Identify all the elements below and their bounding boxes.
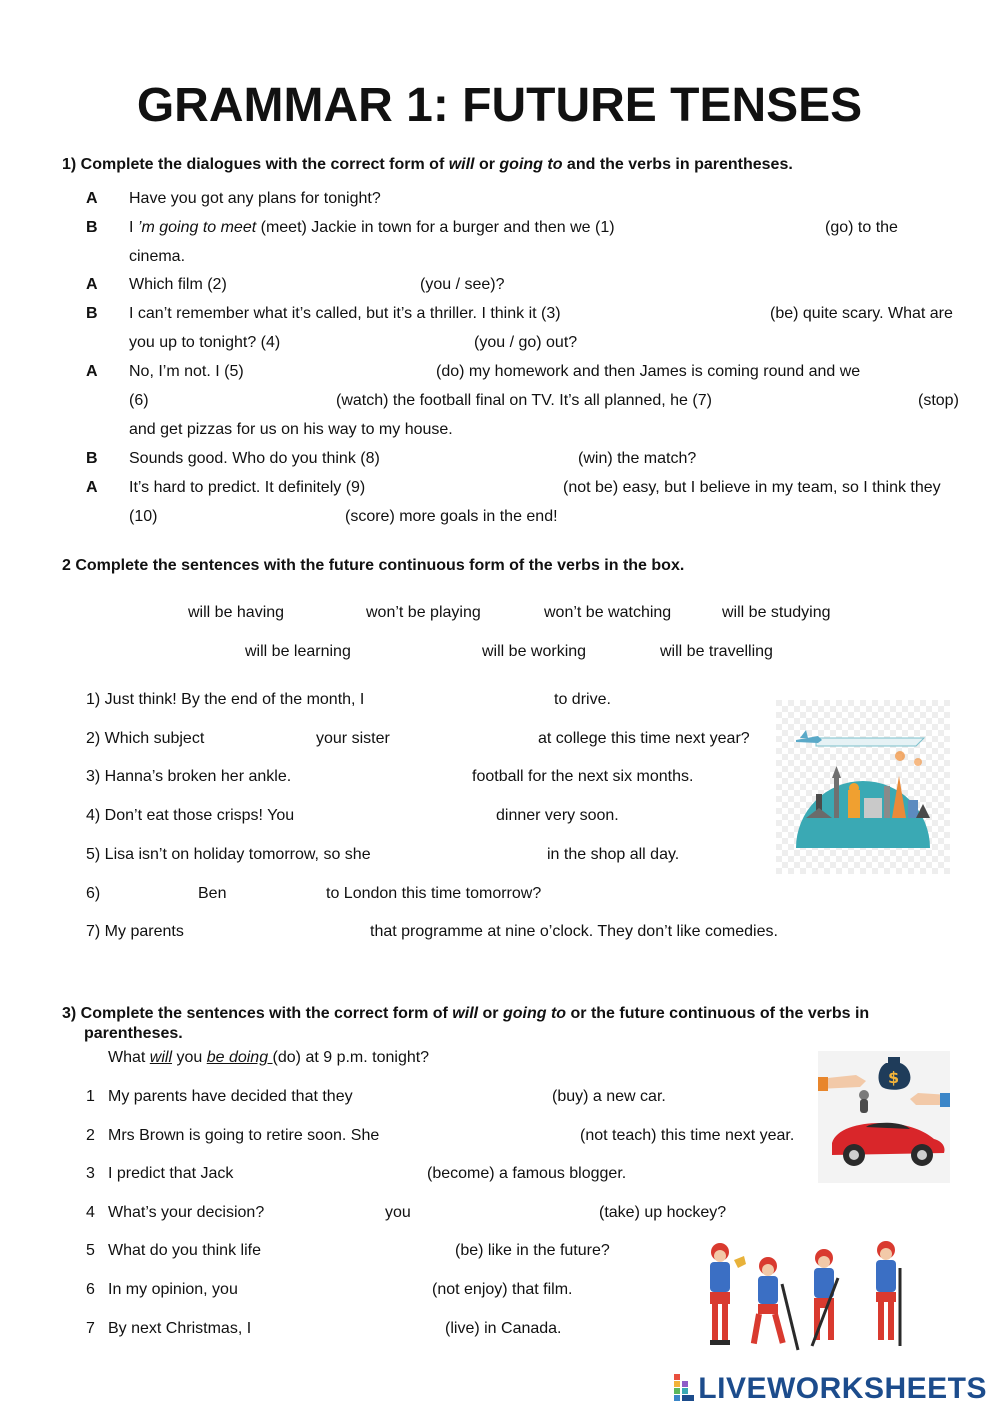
sentence: Mrs Brown is going to retire soon. She xyxy=(108,1127,380,1144)
word-box-item: will be travelling xyxy=(660,643,773,660)
section-3-heading: 3) Complete the sentences with the correct form of will or going to or the future continuous of the verbs in xyxy=(62,1005,870,1022)
logo-text: LIVEWORKSHEETS xyxy=(698,1372,987,1405)
dialogue-line: (win) the match? xyxy=(578,450,697,467)
answer-input-2[interactable] xyxy=(236,275,418,295)
s3-input-3[interactable] xyxy=(244,1164,424,1184)
speaker-label: A xyxy=(86,363,98,380)
answer-input-5[interactable] xyxy=(254,362,434,382)
s3-input-6[interactable] xyxy=(248,1280,428,1300)
dialogue-line: (watch) the football final on TV. It’s all planned, he (7) xyxy=(336,392,712,409)
item-number: 6 xyxy=(86,1281,95,1298)
s3-input-1[interactable] xyxy=(368,1087,548,1107)
answer-input-3[interactable] xyxy=(588,304,768,324)
sentence: (live) in Canada. xyxy=(445,1320,562,1337)
dialogue-line: (be) quite scary. What are xyxy=(770,305,953,322)
dialogue-line: (10) xyxy=(129,508,158,525)
s2-input-2b[interactable] xyxy=(396,729,536,749)
word-box-item: will be working xyxy=(482,643,587,660)
word-box-item: will be having xyxy=(188,604,285,621)
s3-input-7[interactable] xyxy=(262,1319,442,1339)
svg-text:$: $ xyxy=(888,1068,900,1087)
hockey-players-image xyxy=(702,1238,910,1358)
dialogue-line: (score) more goals in the end! xyxy=(345,508,558,525)
dialogue-line: (go) to the xyxy=(825,219,898,236)
answer-input-7[interactable] xyxy=(736,391,916,411)
dialogue-line: (you / go) out? xyxy=(474,334,578,351)
s2-input-4[interactable] xyxy=(308,806,494,826)
sentence: By next Christmas, I xyxy=(108,1320,252,1337)
sentence: 5) Lisa isn’t on holiday tomorrow, so she xyxy=(86,846,371,863)
sentence: dinner very soon. xyxy=(496,807,619,824)
speaker-label: A xyxy=(86,479,98,496)
sentence: at college this time next year? xyxy=(538,730,750,747)
item-number: 5 xyxy=(86,1242,95,1259)
example-sentence: What will you be doing (do) at 9 p.m. tonight? xyxy=(108,1049,430,1066)
answer-input-8[interactable] xyxy=(396,449,576,469)
s3-input-4a[interactable] xyxy=(276,1203,382,1223)
sentence: to London this time tomorrow? xyxy=(326,885,542,902)
s2-input-2a[interactable] xyxy=(212,729,314,749)
s2-input-6b[interactable] xyxy=(232,884,324,904)
section-1-heading: 1) Complete the dialogues with the correct form of will or going to and the verbs in parentheses. xyxy=(62,156,793,173)
dialogue-line: you up to tonight? (4) xyxy=(129,334,281,351)
liveworksheets-logo xyxy=(674,1372,987,1406)
answer-input-9[interactable] xyxy=(382,478,562,498)
dialogue-line: Have you got any plans for tonight? xyxy=(129,190,381,207)
dialogue-line: No, I’m not. I (5) xyxy=(129,363,244,380)
page-title: GRAMMAR 1: FUTURE TENSES xyxy=(136,79,863,132)
sentence: (buy) a new car. xyxy=(552,1088,666,1105)
liveworksheets-mark-icon xyxy=(674,1374,696,1402)
speaker-label: B xyxy=(86,450,98,467)
item-number: 2 xyxy=(86,1127,95,1144)
sentence: (be) like in the future? xyxy=(455,1242,610,1259)
section-3-heading-cont: parentheses. xyxy=(84,1025,183,1042)
item-number: 3 xyxy=(86,1165,95,1182)
sentence: 7) My parents xyxy=(86,923,184,940)
word-box-item: won’t be playing xyxy=(366,604,481,621)
s2-input-7[interactable] xyxy=(190,922,368,942)
s3-input-5[interactable] xyxy=(272,1241,452,1261)
sentence: 6) xyxy=(86,885,101,902)
section-2-heading: 2 Complete the sentences with the future continuous form of the verbs in the box. xyxy=(62,557,685,574)
answer-input-10[interactable] xyxy=(162,507,342,527)
s2-input-1[interactable] xyxy=(380,690,552,710)
s3-input-4b[interactable] xyxy=(416,1203,596,1223)
word-box-item: won’t be watching xyxy=(544,604,672,621)
dialogue-line: I can’t remember what it’s called, but it’s a thriller. I think it (3) xyxy=(129,305,561,322)
item-number: 4 xyxy=(86,1204,95,1221)
sentence: My parents have decided that they xyxy=(108,1088,353,1105)
dialogue-line: (6) xyxy=(129,392,149,409)
sentence: to drive. xyxy=(554,691,611,708)
sentence: football for the next six months. xyxy=(472,768,694,785)
sentence: What’s your decision? xyxy=(108,1204,265,1221)
s3-input-2[interactable] xyxy=(396,1126,576,1146)
car-purchase-image xyxy=(818,1051,950,1183)
answer-input-4[interactable] xyxy=(292,333,472,353)
speaker-label: A xyxy=(86,190,98,207)
sentence: you xyxy=(385,1204,411,1221)
sentence: I predict that Jack xyxy=(108,1165,234,1182)
sentence: (not teach) this time next year. xyxy=(580,1127,795,1144)
sentence: 4) Don’t eat those crisps! You xyxy=(86,807,295,824)
sentence: 3) Hanna’s broken her ankle. xyxy=(86,768,292,785)
sentence: (take) up hockey? xyxy=(599,1204,727,1221)
sentence: (not enjoy) that film. xyxy=(432,1281,573,1298)
dialogue-line: Which film (2) xyxy=(129,276,227,293)
dialogue-line: cinema. xyxy=(129,248,186,265)
answer-input-1[interactable] xyxy=(640,218,824,238)
sentence: that programme at nine o’clock. They don’t like comedies. xyxy=(370,923,778,940)
dialogue-line: I ’m going to meet (meet) Jackie in town for a burger and then we (1) xyxy=(129,219,615,236)
travel-globe-image xyxy=(776,700,950,874)
sentence: Ben xyxy=(198,885,227,902)
sentence: What do you think life xyxy=(108,1242,261,1259)
dialogue-line: (do) my homework and then James is coming round and we xyxy=(436,363,861,380)
sentence: 2) Which subject xyxy=(86,730,205,747)
dialogue-line: and get pizzas for us on his way to my house. xyxy=(129,421,453,438)
speaker-label: A xyxy=(86,276,98,293)
sentence: 1) Just think! By the end of the month, I xyxy=(86,691,365,708)
word-box-item: will be learning xyxy=(245,643,351,660)
dialogue-line: Sounds good. Who do you think (8) xyxy=(129,450,380,467)
speaker-label: B xyxy=(86,305,98,322)
dialogue-line: (not be) easy, but I believe in my team, so I think they xyxy=(563,479,941,496)
item-number: 7 xyxy=(86,1320,95,1337)
dialogue-line: It’s hard to predict. It definitely (9) xyxy=(129,479,366,496)
dialogue-line: (stop) xyxy=(918,392,959,409)
sentence: in the shop all day. xyxy=(547,846,680,863)
dialogue-line: (you / see)? xyxy=(420,276,505,293)
sentence: In my opinion, you xyxy=(108,1281,238,1298)
sentence: (become) a famous blogger. xyxy=(427,1165,627,1182)
s2-input-5[interactable] xyxy=(386,845,544,865)
item-number: 1 xyxy=(86,1088,95,1105)
speaker-label: B xyxy=(86,219,98,236)
answer-input-6[interactable] xyxy=(154,391,334,411)
word-box-item: will be studying xyxy=(722,604,831,621)
s2-input-3[interactable] xyxy=(302,767,470,787)
sentence: your sister xyxy=(316,730,390,747)
s2-input-6a[interactable] xyxy=(104,884,196,904)
